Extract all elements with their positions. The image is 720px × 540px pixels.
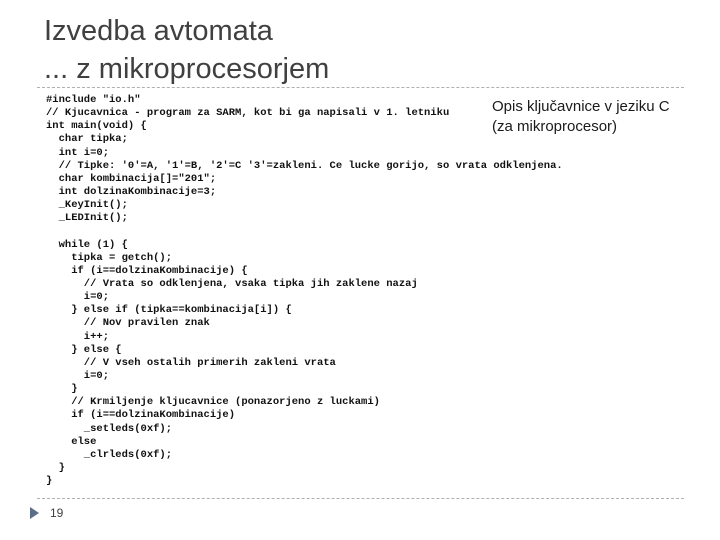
- code-line: // V vseh ostalih primerih zakleni vrata: [46, 356, 336, 369]
- code-line: tipka = getch();: [46, 251, 173, 264]
- code-line: i++;: [46, 330, 110, 343]
- code-line: // Krmiljenje kljucavnice (ponazorjeno z luckami): [46, 396, 380, 409]
- code-line: if (i==dolzinaKombinacije): [46, 409, 236, 422]
- code-line: int dolzinaKombinacije=3;: [46, 185, 217, 198]
- slide-title: [44, 12, 329, 88]
- code-line: int i=0;: [46, 146, 110, 159]
- code-line: while (1) {: [46, 238, 128, 251]
- code-line: _LEDInit();: [46, 212, 128, 225]
- code-line: #include "io.h": [46, 94, 141, 106]
- top-divider: [37, 87, 684, 88]
- code-line: _clrleds(0xf);: [46, 448, 173, 461]
- code-line: i=0;: [46, 291, 110, 304]
- code-line: int main(void) {: [46, 120, 147, 133]
- code-line: i=0;: [46, 369, 110, 382]
- bullet-arrow-icon: [30, 507, 39, 519]
- code-line: _setleds(0xf);: [46, 422, 173, 435]
- code-line: else: [46, 435, 97, 448]
- bottom-divider: [37, 498, 684, 499]
- slide-title-line-1: Izvedba avtomata: [44, 15, 273, 47]
- code-line: } else if (tipka==kombinacija[i]) {: [46, 304, 292, 317]
- code-line: // Nov pravilen znak: [46, 317, 210, 330]
- code-line: [46, 225, 563, 238]
- page-number: 19: [50, 506, 64, 520]
- code-line: }: [46, 475, 53, 488]
- side-note-line-1: Opis ključavnice v jeziku C: [492, 98, 670, 115]
- code-line: char kombinacija[]="201";: [46, 172, 217, 185]
- code-line: if (i==dolzinaKombinacije) {: [46, 264, 248, 277]
- code-line: // Tipke: '0'=A, '1'=B, '2'=C '3'=zakleni. Ce lucke gorijo, so vrata odklenjena.: [46, 159, 563, 172]
- code-line: char tipka;: [46, 133, 128, 146]
- slide-footer: [30, 504, 63, 522]
- slide-title-line-2: ... z mikroprocesorjem: [44, 53, 330, 85]
- code-listing: [46, 94, 563, 488]
- code-line: // Vrata so odklenjena, vsaka tipka jih zaklene nazaj: [46, 277, 418, 290]
- side-note-line-2: (za mikroprocesor): [492, 118, 618, 135]
- code-line: }: [46, 461, 65, 474]
- code-line: _KeyInit();: [46, 199, 128, 212]
- code-line: // Kjucavnica - program za SARM, kot bi ga napisali v 1. letniku: [46, 107, 450, 120]
- code-line: } else {: [46, 343, 122, 356]
- code-line: }: [46, 383, 78, 396]
